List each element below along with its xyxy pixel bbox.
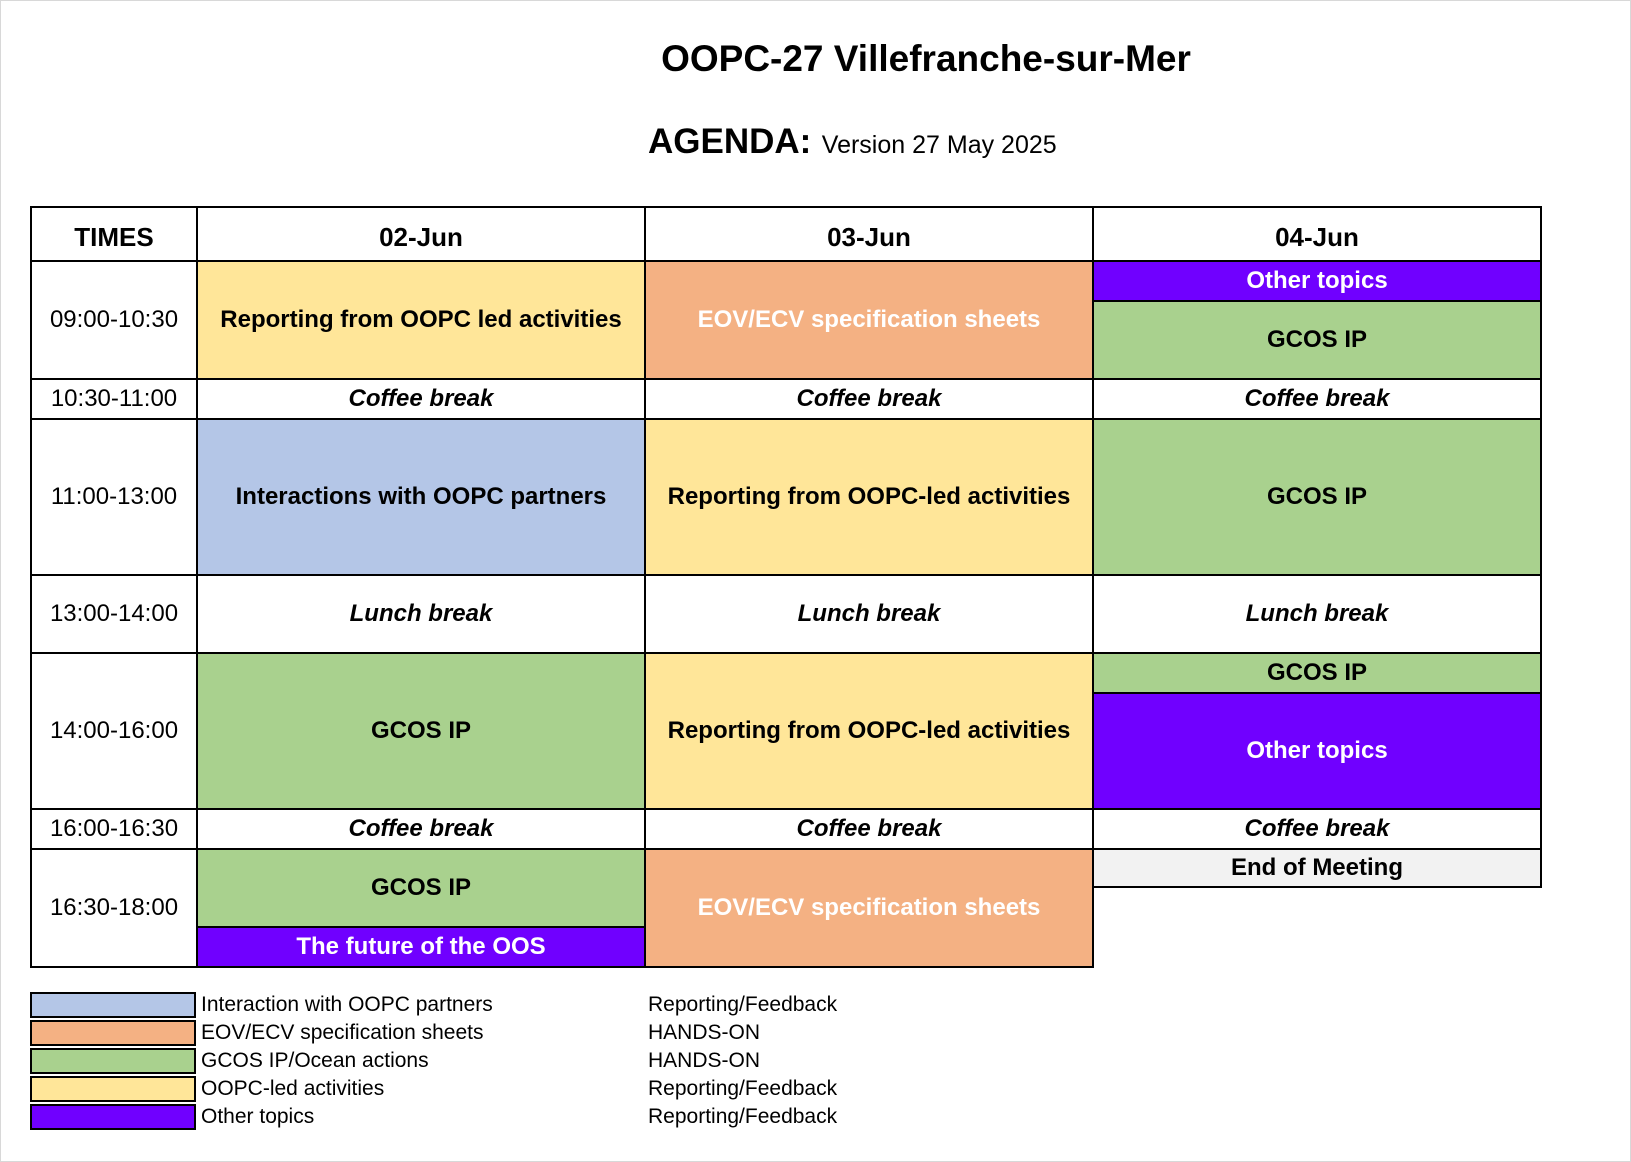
header-day-2: 03-Jun [644, 206, 1094, 262]
session-day3-slot1a: Other topics [1092, 260, 1542, 302]
coffee-break-day1-am: Coffee break [196, 378, 646, 420]
legend-item [30, 1020, 930, 1046]
agenda-subtitle [648, 122, 1057, 162]
lunch-break-day3: Lunch break [1092, 574, 1542, 654]
coffee-break-day3-pm: Coffee break [1092, 808, 1542, 850]
legend-label: OOPC-led activities [201, 1077, 385, 1100]
lunch-break-day1: Lunch break [196, 574, 646, 654]
legend-swatch [30, 992, 196, 1018]
legend-label: EOV/ECV specification sheets [201, 1021, 484, 1044]
legend-label: GCOS IP/Ocean actions [201, 1049, 429, 1072]
session-day2-slot2: Reporting from OOPC-led activities [644, 418, 1094, 576]
legend-type: Reporting/Feedback [648, 1077, 838, 1100]
time-slot: 13:00-14:00 [30, 574, 198, 654]
session-day1-slot3: GCOS IP [196, 652, 646, 810]
session-day3-slot3a: GCOS IP [1092, 652, 1542, 694]
session-day3-slot2: GCOS IP [1092, 418, 1542, 576]
session-day2-slot3: Reporting from OOPC-led activities [644, 652, 1094, 810]
lunch-break-day2: Lunch break [644, 574, 1094, 654]
legend-item [30, 992, 930, 1018]
legend-swatch [30, 1076, 196, 1102]
version-label: Version 27 May 2025 [821, 131, 1057, 159]
legend-item [30, 1104, 930, 1130]
coffee-break-day1-pm: Coffee break [196, 808, 646, 850]
header-times: TIMES [30, 206, 198, 262]
session-day2-slot1: EOV/ECV specification sheets [644, 260, 1094, 380]
session-day2-slot4: EOV/ECV specification sheets [644, 848, 1094, 968]
legend-item [30, 1048, 930, 1074]
time-slot: 11:00-13:00 [30, 418, 198, 576]
session-day1-slot4b: The future of the OOS [196, 926, 646, 968]
legend-label: Other topics [201, 1105, 315, 1128]
legend-type: Reporting/Feedback [648, 993, 838, 1016]
coffee-break-day3-am: Coffee break [1092, 378, 1542, 420]
end-of-meeting: End of Meeting [1092, 848, 1542, 888]
legend-type: HANDS-ON [648, 1021, 761, 1044]
time-slot: 16:30-18:00 [30, 848, 198, 968]
session-day1-slot4a: GCOS IP [196, 848, 646, 928]
page-title: OOPC-27 Villefranche-sur-Mer [661, 38, 1191, 79]
session-day3-slot1b: GCOS IP [1092, 300, 1542, 380]
session-day1-slot2: Interactions with OOPC partners [196, 418, 646, 576]
legend-label: Interaction with OOPC partners [201, 993, 493, 1016]
time-slot: 09:00-10:30 [30, 260, 198, 380]
legend-type: Reporting/Feedback [648, 1105, 838, 1128]
coffee-break-day2-pm: Coffee break [644, 808, 1094, 850]
header-day-1: 02-Jun [196, 206, 646, 262]
legend-swatch [30, 1104, 196, 1130]
coffee-break-day2-am: Coffee break [644, 378, 1094, 420]
agenda-label: AGENDA: [648, 122, 812, 161]
time-slot: 10:30-11:00 [30, 378, 198, 420]
session-day3-slot3b: Other topics [1092, 692, 1542, 810]
session-day1-slot1: Reporting from OOPC led activities [196, 260, 646, 380]
time-slot: 14:00-16:00 [30, 652, 198, 810]
legend-swatch [30, 1048, 196, 1074]
legend-type: HANDS-ON [648, 1049, 761, 1072]
header-day-3: 04-Jun [1092, 206, 1542, 262]
legend-item [30, 1076, 930, 1102]
time-slot: 16:00-16:30 [30, 808, 198, 850]
legend-swatch [30, 1020, 196, 1046]
